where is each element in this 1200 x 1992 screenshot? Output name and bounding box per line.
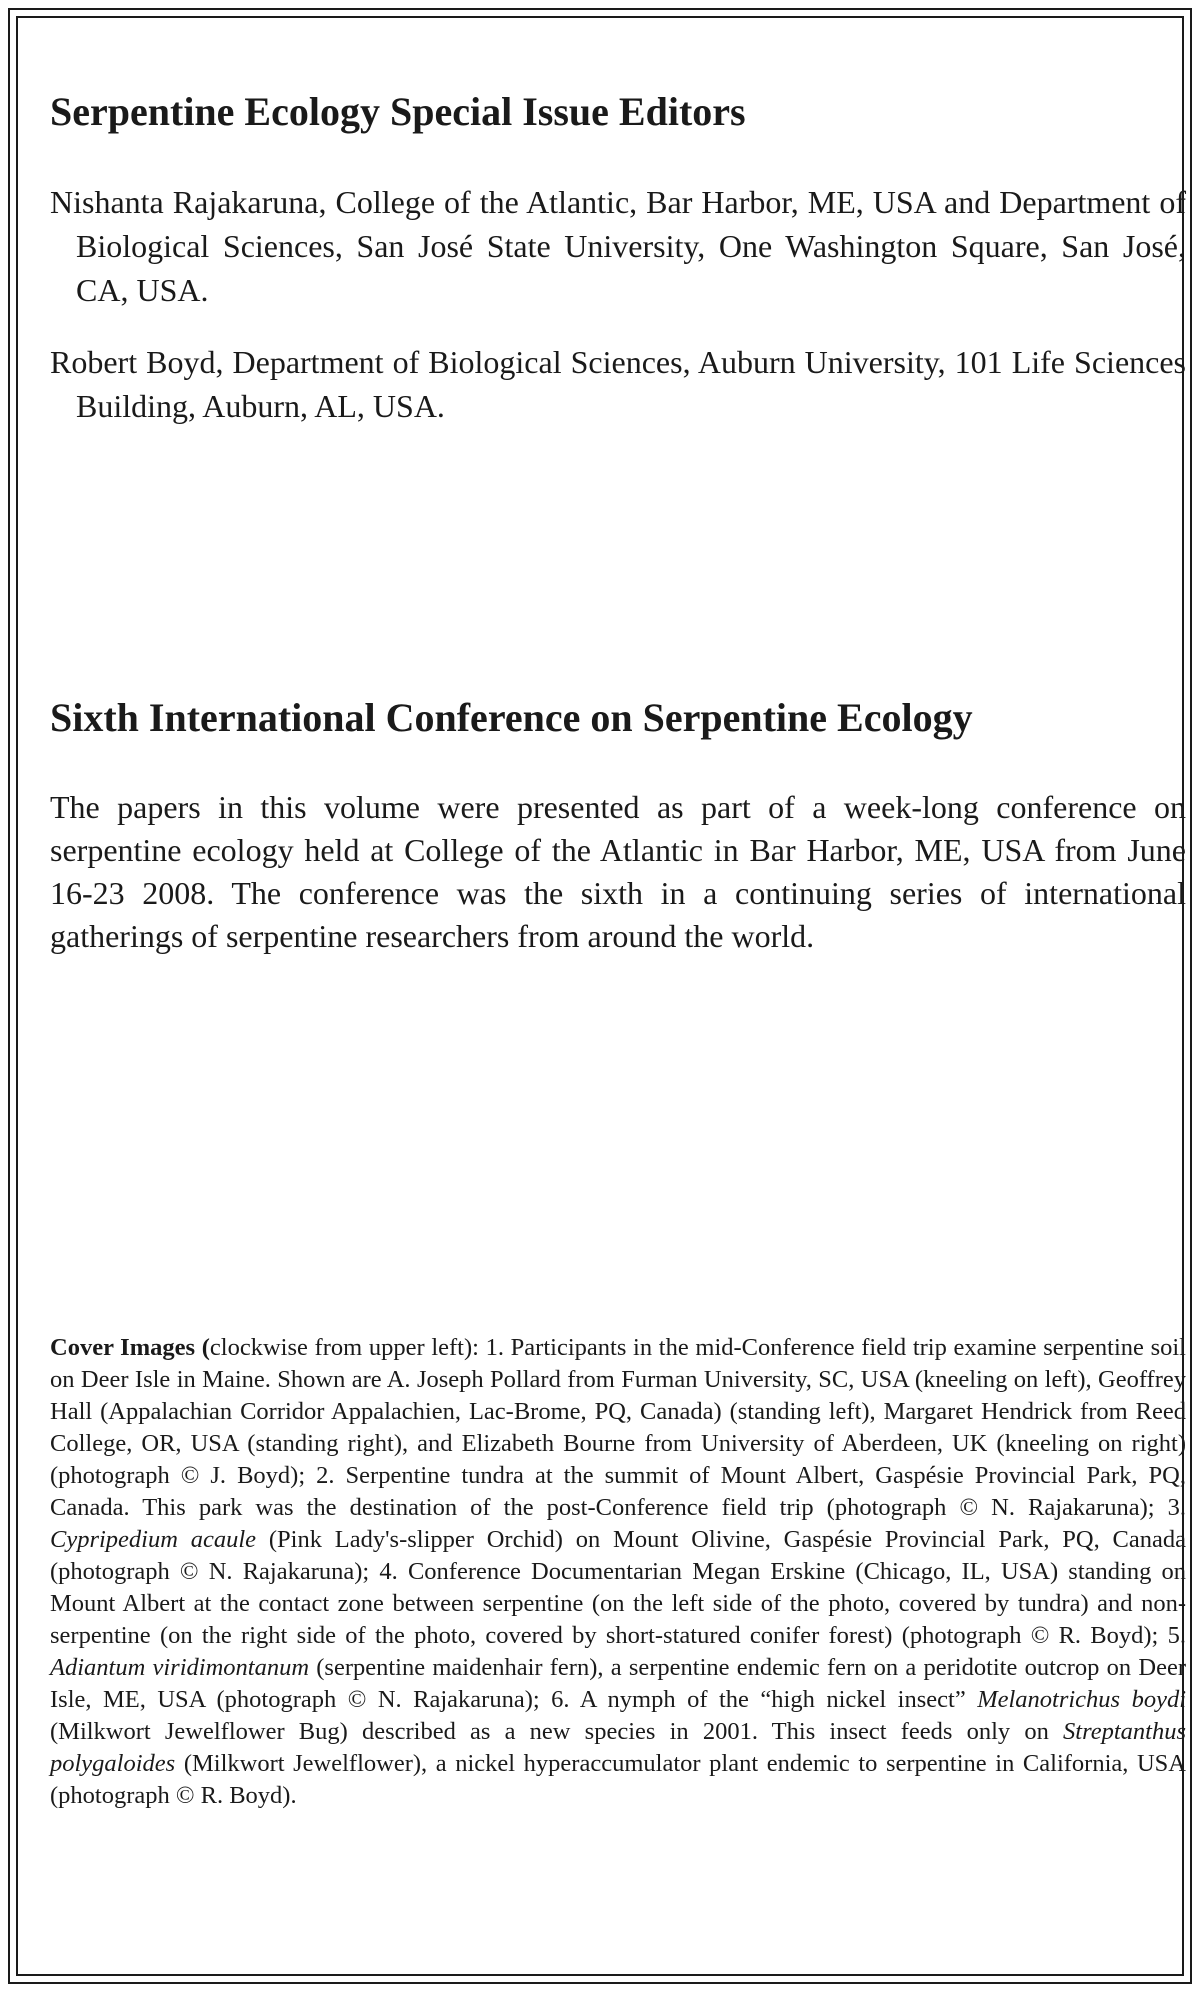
caption-text: (serpentine maidenhair fern), a serpentine endemic fern on a peridotite outcrop on Deer Isle, ME, USA (photograph © N. Rajakaruna); 6. A nymph of the “high nickel insect” [50,1654,1186,1713]
species-name: Cypripedium acaule [50,1526,257,1553]
conference-heading: Sixth International Conference on Serpentine Ecology [50,695,973,740]
species-name: Streptanthus polygaloides [50,1718,1186,1777]
caption-text: clockwise from upper left): 1. Participants in the mid-Conference field trip examine serpentine soil on Deer Isle in Maine. Shown are A. Joseph Pollard from Furman University, SC, USA (kneeling on left), Geoffrey Hall (Appalachian Corridor Appalachien, Lac-Brome, PQ, Canada) (standing left), Margaret Hendrick from Reed College, OR, USA (standing right), and Elizabeth Bourne from University of Aberdeen, UK (kneeling on right) (photograph © J. Boyd); 2. Serpentine tundra at the summit of Mount Albert, Gaspésie Provincial Park, PQ, Canada. This park was the destination of the post-Conference field trip (photograph © N. Rajakaruna); 3. [50,1334,1186,1521]
editors-heading: Serpentine Ecology Special Issue Editors [50,89,746,134]
caption-text: (Milkwort Jewelflower Bug) described as a new species in 2001. This insect feeds only on [50,1718,1064,1745]
inner-border [16,16,1187,1976]
species-name: Melanotrichus boydi [977,1686,1187,1713]
species-name: Adiantum viridimontanum [50,1654,310,1681]
editor-entry-rajakaruna: Nishanta Rajakaruna, College of the Atlantic, Bar Harbor, ME, USA and Department of Biological Sciences, San José State University, One Washington Square, San José, CA, USA. [50,184,1186,308]
editor-entry-boyd: Robert Boyd, Department of Biological Sciences, Auburn University, 101 Life Sciences Building, Auburn, AL, USA. [50,344,1186,424]
caption-text: (Milkwort Jewelflower), a nickel hyperaccumulator plant endemic to serpentine in California, USA (photograph © R. Boyd). [50,1750,1186,1809]
conference-description: The papers in this volume were presented as part of a week-long conference on serpentine ecology held at College of the Atlantic in Bar Harbor, ME, USA from June 16-23 2008. The conference was the sixth in a continuing series of international gatherings of serpentine researchers from around the world. [50,789,1186,954]
caption-text: (Pink Lady's-slipper Orchid) on Mount Olivine, Gaspésie Provincial Park, PQ, Canada (photograph © N. Rajakaruna); 4. Conference Documentarian Megan Erskine (Chicago, IL, USA) standing on Mount Albert at the contact zone between serpentine (on the left side of the photo, covered by tundra) and non-serpentine (on the right side of the photo, covered by short-statured conifer forest) (photograph © R. Boyd); 5. [50,1526,1186,1649]
cover-images-label: Cover Images ( [50,1334,210,1361]
cover-images-caption [50,1332,1186,1812]
